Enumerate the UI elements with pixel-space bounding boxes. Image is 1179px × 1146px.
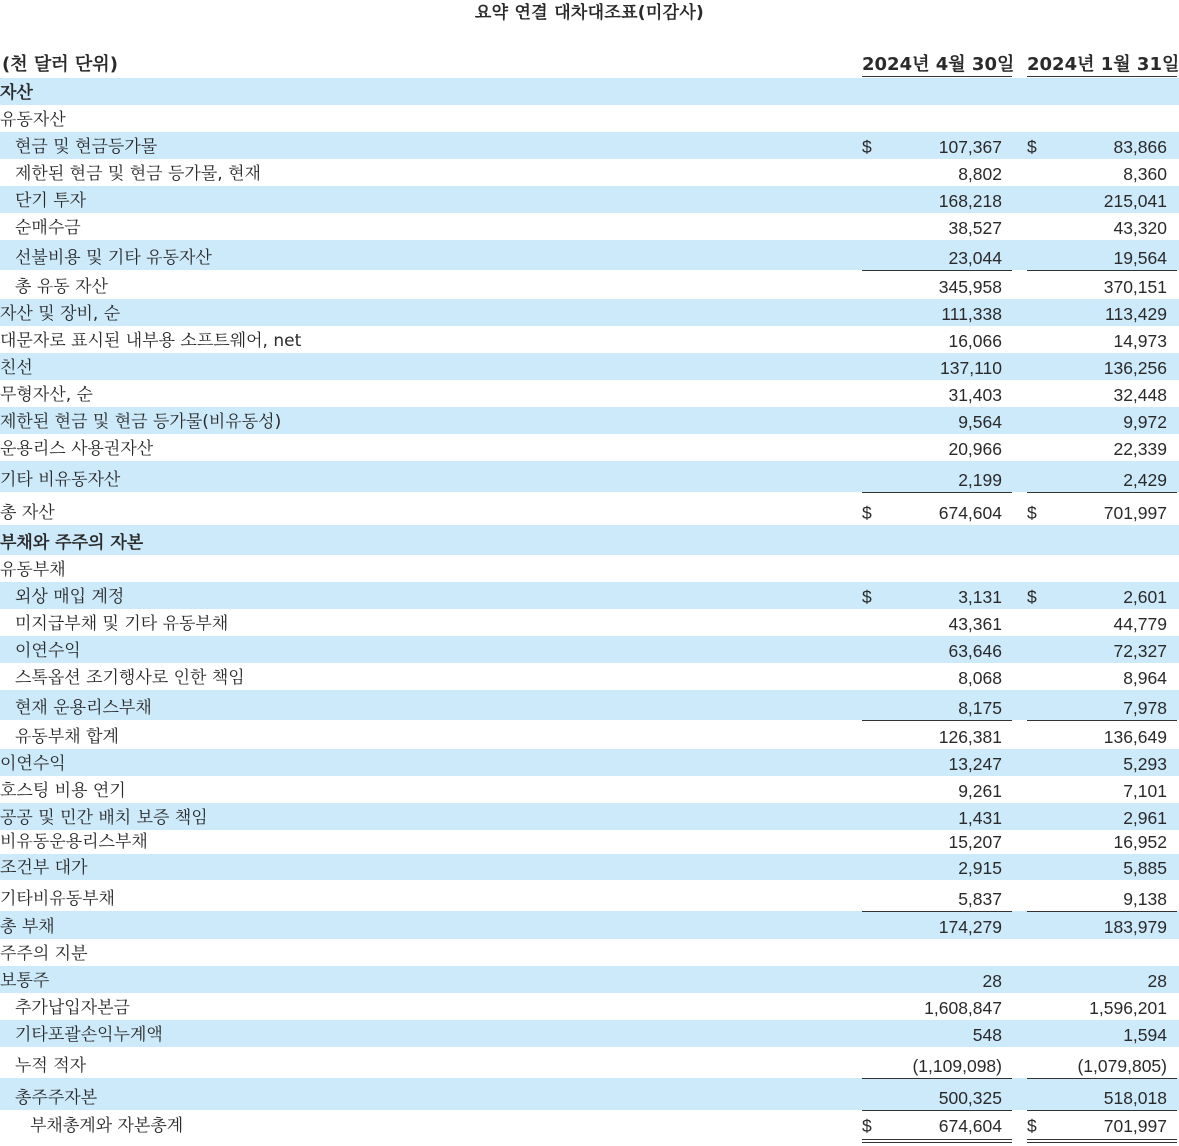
row-label: 기타비유동부채: [0, 889, 115, 909]
table-row: [0, 966, 1179, 993]
subtotal-rule: [862, 720, 1012, 721]
table-row: [0, 525, 1179, 555]
table-row: [0, 803, 1179, 830]
table-row: [0, 609, 1179, 636]
subtotal-rule: [1027, 1078, 1177, 1079]
currency-symbol: $: [862, 503, 872, 523]
value-jan-2024: 83,866: [1113, 137, 1167, 157]
table-row: [0, 911, 1179, 939]
total-double-rule: [862, 1139, 1012, 1143]
row-label: 유동자산: [0, 110, 66, 130]
value-apr-2024: 8,802: [958, 164, 1002, 184]
value-apr-2024: 23,044: [948, 248, 1002, 268]
table-row: [0, 434, 1179, 461]
value-apr-2024: 2,915: [958, 858, 1002, 878]
value-apr-2024: 126,381: [938, 727, 1002, 747]
value-jan-2024: 9,138: [1123, 889, 1167, 909]
table-row: [0, 461, 1179, 492]
row-label: 비유동운용리스부채: [0, 832, 148, 852]
value-jan-2024: (1,079,805): [1077, 1056, 1167, 1076]
row-label: 현재 운용리스부채: [15, 698, 152, 718]
table-row: [0, 749, 1179, 776]
subtotal-rule: [862, 492, 1012, 493]
value-jan-2024: 5,885: [1123, 858, 1167, 878]
row-label: 주주의 지분: [0, 944, 88, 964]
value-jan-2024: 2,961: [1123, 808, 1167, 828]
value-apr-2024: 43,361: [948, 614, 1002, 634]
value-jan-2024: 14,973: [1113, 331, 1167, 351]
value-jan-2024: 1,594: [1123, 1025, 1167, 1045]
value-apr-2024: 63,646: [948, 641, 1002, 661]
value-apr-2024: 674,604: [938, 503, 1002, 523]
value-apr-2024: 9,261: [958, 781, 1002, 801]
table-row: [0, 993, 1179, 1020]
currency-symbol: $: [1027, 1116, 1037, 1136]
value-apr-2024: 3,131: [958, 587, 1002, 607]
value-jan-2024: 8,360: [1123, 164, 1167, 184]
row-label: 이연수익: [0, 754, 66, 774]
row-label: 친선: [0, 358, 33, 378]
value-apr-2024: 2,199: [958, 470, 1002, 490]
table-row: [0, 1110, 1179, 1138]
value-apr-2024: 5,837: [958, 889, 1002, 909]
row-label: 선불비용 및 기타 유동자산: [15, 248, 212, 268]
table-row: [0, 240, 1179, 270]
value-apr-2024: 111,338: [941, 304, 1002, 324]
value-apr-2024: 13,247: [948, 754, 1002, 774]
table-row: [0, 854, 1179, 880]
row-label: 부채총계와 자본총계: [30, 1116, 184, 1136]
row-label: 대문자로 표시된 내부용 소프트웨어, net: [0, 331, 302, 351]
row-label: 현금 및 현금등가물: [15, 137, 158, 157]
value-jan-2024: 22,339: [1113, 439, 1167, 459]
row-label: 추가납입자본금: [15, 998, 130, 1018]
table-row: [0, 186, 1179, 213]
row-label: 자산: [0, 83, 33, 103]
value-apr-2024: 8,175: [958, 698, 1002, 718]
value-jan-2024: 28: [1147, 971, 1167, 991]
table-row: [0, 270, 1179, 299]
value-jan-2024: 1,596,201: [1089, 998, 1167, 1018]
row-label: 미지급부채 및 기타 유동부채: [15, 614, 229, 634]
unit-label: (천 달러 단위): [2, 54, 118, 75]
row-label: 자산 및 장비, 순: [0, 304, 121, 324]
table-row: [0, 555, 1179, 582]
currency-symbol: $: [862, 137, 872, 157]
value-jan-2024: 8,964: [1123, 668, 1167, 688]
value-apr-2024: 15,207: [948, 832, 1002, 852]
value-jan-2024: 7,978: [1123, 698, 1167, 718]
row-label: 보통주: [0, 971, 50, 991]
value-apr-2024: 31,403: [948, 385, 1002, 405]
value-jan-2024: 518,018: [1103, 1088, 1167, 1108]
table-row: [0, 132, 1179, 159]
row-label: 운용리스 사용권자산: [0, 439, 154, 459]
table-row: [0, 880, 1179, 911]
table-row: [0, 492, 1179, 525]
value-apr-2024: 174,279: [938, 917, 1002, 937]
header-underline: [862, 76, 1012, 77]
table-row: [0, 299, 1179, 326]
table-row: [0, 407, 1179, 434]
table-row: [0, 830, 1179, 854]
subtotal-rule: [862, 1078, 1012, 1079]
value-jan-2024: 136,649: [1103, 727, 1167, 747]
row-label: 스톡옵션 조기행사로 인한 책임: [15, 668, 245, 688]
value-jan-2024: 5,293: [1123, 754, 1167, 774]
value-apr-2024: 1,431: [958, 808, 1002, 828]
value-apr-2024: 38,527: [948, 218, 1002, 238]
value-apr-2024: 1,608,847: [924, 998, 1002, 1018]
value-apr-2024: 9,564: [958, 412, 1002, 432]
value-jan-2024: 19,564: [1113, 248, 1167, 268]
row-label: 호스팅 비용 연기: [0, 781, 126, 801]
table-row: [0, 1020, 1179, 1047]
currency-symbol: $: [1027, 503, 1037, 523]
value-jan-2024: 16,952: [1113, 832, 1167, 852]
row-label: 총 부채: [0, 917, 55, 937]
row-label: 유동부채: [0, 560, 66, 580]
table-row: [0, 636, 1179, 663]
value-apr-2024: 137,110: [940, 358, 1002, 378]
table-row: [0, 326, 1179, 353]
value-apr-2024: 168,218: [938, 191, 1002, 211]
subtotal-rule: [862, 1110, 1012, 1111]
row-label: 조건부 대가: [0, 858, 88, 878]
row-label: 누적 적자: [15, 1056, 87, 1076]
table-row: [0, 1078, 1179, 1110]
table-row: [0, 582, 1179, 609]
value-jan-2024: 9,972: [1123, 412, 1167, 432]
subtotal-rule: [862, 911, 1012, 912]
value-jan-2024: 183,979: [1103, 917, 1167, 937]
row-label: 부채와 주주의 자본: [0, 533, 144, 553]
table-row: [0, 78, 1179, 105]
row-label: 단기 투자: [15, 191, 87, 211]
row-label: 총 자산: [0, 503, 55, 523]
column-header-apr-2024: 2024년 4월 30일: [862, 54, 1015, 75]
row-label: 총주주자본: [15, 1088, 98, 1108]
row-label: 무형자산, 순: [0, 385, 93, 405]
row-label: 총 유동 자산: [15, 277, 108, 297]
table-row: [0, 690, 1179, 720]
value-jan-2024: 215,041: [1103, 191, 1167, 211]
value-jan-2024: 72,327: [1113, 641, 1167, 661]
value-apr-2024: 20,966: [948, 439, 1002, 459]
value-apr-2024: (1,109,098): [912, 1056, 1002, 1076]
value-apr-2024: 28: [982, 971, 1002, 991]
table-row: [0, 105, 1179, 132]
subtotal-rule: [1027, 911, 1177, 912]
value-jan-2024: 370,151: [1103, 277, 1167, 297]
value-jan-2024: 2,601: [1123, 587, 1167, 607]
value-apr-2024: 16,066: [948, 331, 1002, 351]
row-label: 공공 및 민간 배치 보증 책임: [0, 808, 208, 828]
row-label: 제한된 현금 및 현금 등가물(비유동성): [0, 412, 282, 432]
row-label: 기타포괄손익누계액: [15, 1025, 163, 1045]
subtotal-rule: [1027, 720, 1177, 721]
currency-symbol: $: [1027, 137, 1037, 157]
column-header-jan-2024: 2024년 1월 31일: [1027, 54, 1179, 75]
row-label: 제한된 현금 및 현금 등가물, 현재: [15, 164, 261, 184]
table-row: [0, 380, 1179, 407]
subtotal-rule: [862, 270, 1012, 271]
table-row: [0, 720, 1179, 749]
header-underline: [1027, 76, 1177, 77]
table-row: [0, 1047, 1179, 1078]
value-jan-2024: 43,320: [1113, 218, 1167, 238]
row-label: 이연수익: [15, 641, 81, 661]
value-jan-2024: 113,429: [1105, 304, 1167, 324]
row-label: 외상 매입 계정: [15, 587, 125, 607]
value-jan-2024: 136,256: [1103, 358, 1167, 378]
table-row: [0, 353, 1179, 380]
value-jan-2024: 7,101: [1123, 781, 1167, 801]
row-label: 유동부채 합계: [15, 727, 119, 747]
value-apr-2024: 107,367: [938, 137, 1002, 157]
row-label: 순매수금: [15, 218, 81, 238]
value-apr-2024: 674,604: [938, 1116, 1002, 1136]
value-jan-2024: 701,997: [1103, 1116, 1167, 1136]
value-apr-2024: 548: [972, 1025, 1002, 1045]
value-apr-2024: 345,958: [938, 277, 1002, 297]
value-apr-2024: 8,068: [958, 668, 1002, 688]
table-row: [0, 776, 1179, 803]
total-double-rule: [1027, 1139, 1177, 1143]
subtotal-rule: [1027, 492, 1177, 493]
table-row: [0, 159, 1179, 186]
value-jan-2024: 701,997: [1103, 503, 1167, 523]
page-title: 요약 연결 대차대조표(미감사): [474, 3, 705, 23]
currency-symbol: $: [862, 1116, 872, 1136]
table-row: [0, 663, 1179, 690]
table-row: [0, 213, 1179, 240]
table-row: [0, 939, 1179, 966]
currency-symbol: $: [862, 587, 872, 607]
currency-symbol: $: [1027, 587, 1037, 607]
value-jan-2024: 2,429: [1123, 470, 1167, 490]
subtotal-rule: [1027, 270, 1177, 271]
value-jan-2024: 44,779: [1113, 614, 1167, 634]
row-label: 기타 비유동자산: [0, 470, 121, 490]
value-apr-2024: 500,325: [938, 1088, 1002, 1108]
subtotal-rule: [1027, 1110, 1177, 1111]
value-jan-2024: 32,448: [1113, 385, 1167, 405]
